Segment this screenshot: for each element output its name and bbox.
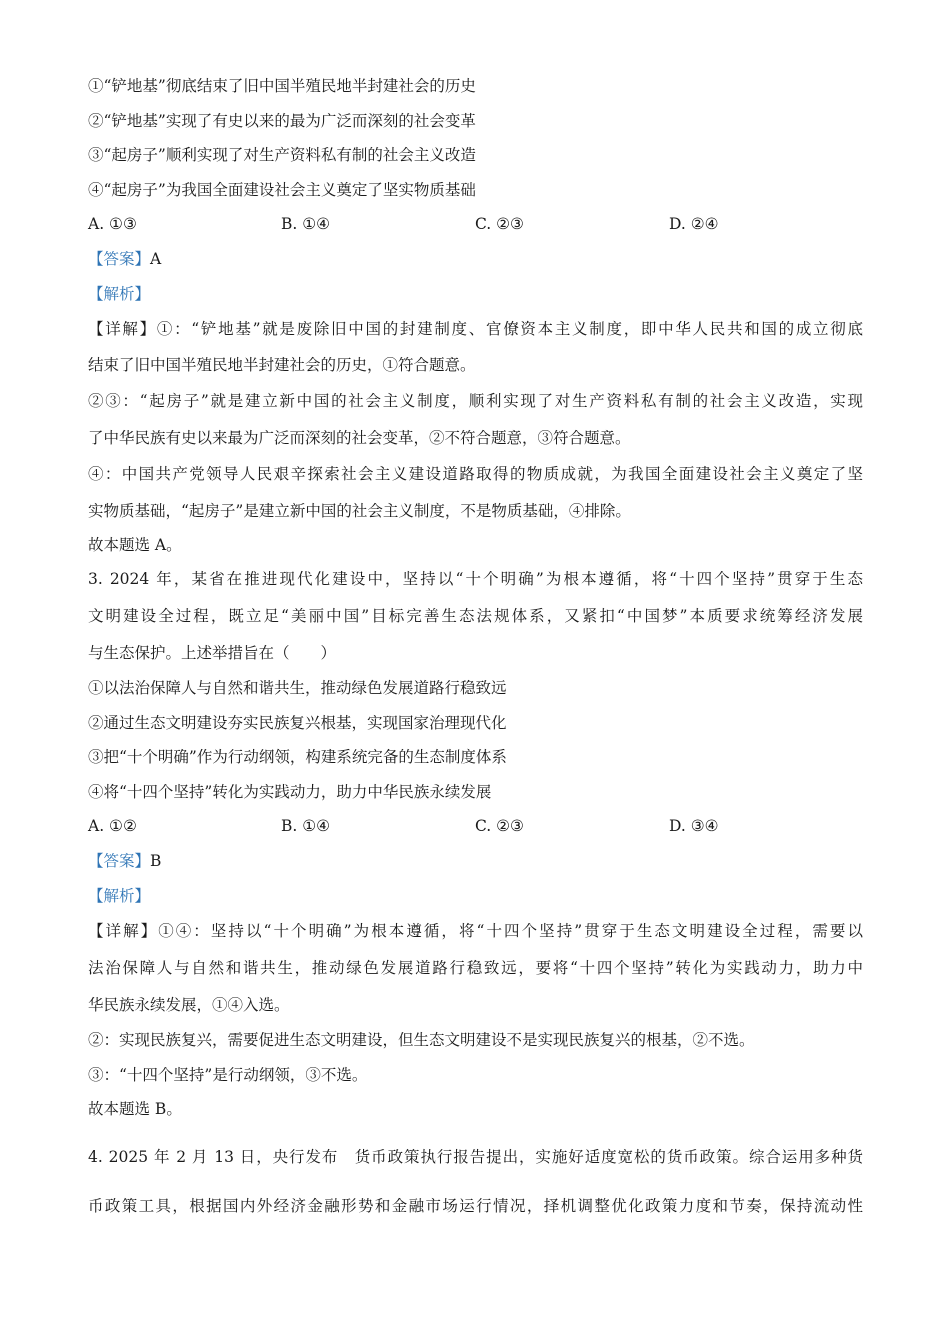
q3-detail-line-3: 华民族永续发展，①④入选。	[88, 996, 290, 1014]
q2-detail-line-1	[88, 318, 863, 340]
q3-detail-line-2: 法治保障人与自然和谐共生，推动绿色发展道路行稳致远，要将“十四个坚持”转化为实践动力，助力中	[88, 959, 863, 977]
q2-statement-2: ②“铲地基”实现了有史以来的最为广泛而深刻的社会变革	[88, 112, 476, 130]
q2-answer-value: A	[150, 250, 162, 268]
q3-answer-value: B	[150, 852, 162, 870]
q2-statement-3: ③“起房子”顺利实现了对生产资料私有制的社会主义改造	[88, 146, 476, 164]
q3-answer-line	[88, 850, 863, 872]
q2-option-a: A. ①③	[88, 215, 137, 233]
q3-stem-line-3: 与生态保护。上述举措旨在（ ）	[88, 644, 337, 662]
q2-detail-line-6: 实物质基础，“起房子”是建立新中国的社会主义制度，不是物质基础，④排除。	[88, 502, 631, 520]
q2-option-b: B. ①④	[281, 215, 331, 233]
q2-option-c: C. ②③	[475, 215, 524, 233]
q3-statement-4: ④将“十四个坚持”转化为实践动力，助力中华民族永续发展	[88, 783, 492, 801]
q3-analysis-line	[88, 885, 863, 907]
q3-detail-line-4: ②：实现民族复兴，需要促进生态文明建设，但生态文明建设不是实现民族复兴的根基，②不选。	[88, 1031, 755, 1049]
q3-detail-text-1: ①④：坚持以“十个明确”为根本遵循，将“十四个坚持”贯穿于生态文明建设全过程，需要以	[158, 922, 863, 940]
q3-answer-tag: 【答案】	[88, 852, 151, 870]
q3-statement-2: ②通过生态文明建设夯实民族复兴根基，实现国家治理现代化	[88, 714, 507, 732]
q2-detail-text-1: ①：“铲地基”就是废除旧中国的封建制度、官僚资本主义制度，即中华人民共和国的成立彻底	[156, 320, 863, 338]
q3-detail-line-5: ③：“十四个坚持”是行动纲领，③不选。	[88, 1066, 368, 1084]
q2-answer-line	[88, 248, 863, 270]
q4-stem-line-1: 4. 2025 年 2 月 13 日，央行发布 货币政策执行报告提出，实施好适度宽松的货币政策。综合运用多种货	[88, 1148, 863, 1166]
q3-detail-line-1	[88, 920, 863, 942]
q3-option-b: B. ①④	[281, 817, 331, 835]
q3-statement-3: ③把“十个明确”作为行动纲领，构建系统完备的生态制度体系	[88, 748, 507, 766]
q2-detail-line-3: ②③：“起房子”就是建立新中国的社会主义制度，顺利实现了对生产资料私有制的社会主义改造，实现	[88, 392, 863, 410]
q2-detail-line-2: 结束了旧中国半殖民地半封建社会的历史，①符合题意。	[88, 356, 476, 374]
q3-stem-line-2: 文明建设全过程，既立足“美丽中国”目标完善生态法规体系，又紧扣“中国梦”本质要求统筹经济发展	[88, 607, 863, 625]
q2-detail-line-4: 了中华民族有史以来最为广泛而深刻的社会变革，②不符合题意，③符合题意。	[88, 429, 631, 447]
q2-conclusion: 故本题选 A。	[88, 536, 182, 554]
q2-analysis-line	[88, 283, 863, 305]
q3-conclusion: 故本题选 B。	[88, 1100, 182, 1118]
q3-option-d: D. ③④	[669, 817, 719, 835]
q3-options	[88, 815, 863, 837]
q2-options	[88, 213, 863, 235]
q2-answer-tag: 【答案】	[88, 250, 151, 268]
q3-statement-1: ①以法治保障人与自然和谐共生，推动绿色发展道路行稳致远	[88, 679, 507, 697]
q2-detail-tag: 【详解】	[88, 320, 157, 338]
q3-option-c: C. ②③	[475, 817, 524, 835]
q2-option-d: D. ②④	[669, 215, 719, 233]
q2-analysis-tag: 【解析】	[88, 285, 151, 303]
q3-option-a: A. ①②	[88, 817, 137, 835]
q2-detail-line-5: ④：中国共产党领导人民艰辛探索社会主义建设道路取得的物质成就，为我国全面建设社会主义奠定了坚	[88, 465, 863, 483]
q3-analysis-tag: 【解析】	[88, 887, 151, 905]
q2-statement-1: ①“铲地基”彻底结束了旧中国半殖民地半封建社会的历史	[88, 77, 476, 95]
q2-statement-4: ④“起房子”为我国全面建设社会主义奠定了坚实物质基础	[88, 181, 476, 199]
q4-stem-line-2: 币政策工具，根据国内外经济金融形势和金融市场运行情况，择机调整优化政策力度和节奏，保持流动性	[88, 1197, 863, 1215]
q3-stem-line-1: 3. 2024 年，某省在推进现代化建设中，坚持以“十个明确”为根本遵循，将“十四个坚持”贯穿于生态	[88, 570, 863, 588]
q3-detail-tag: 【详解】	[88, 922, 159, 940]
